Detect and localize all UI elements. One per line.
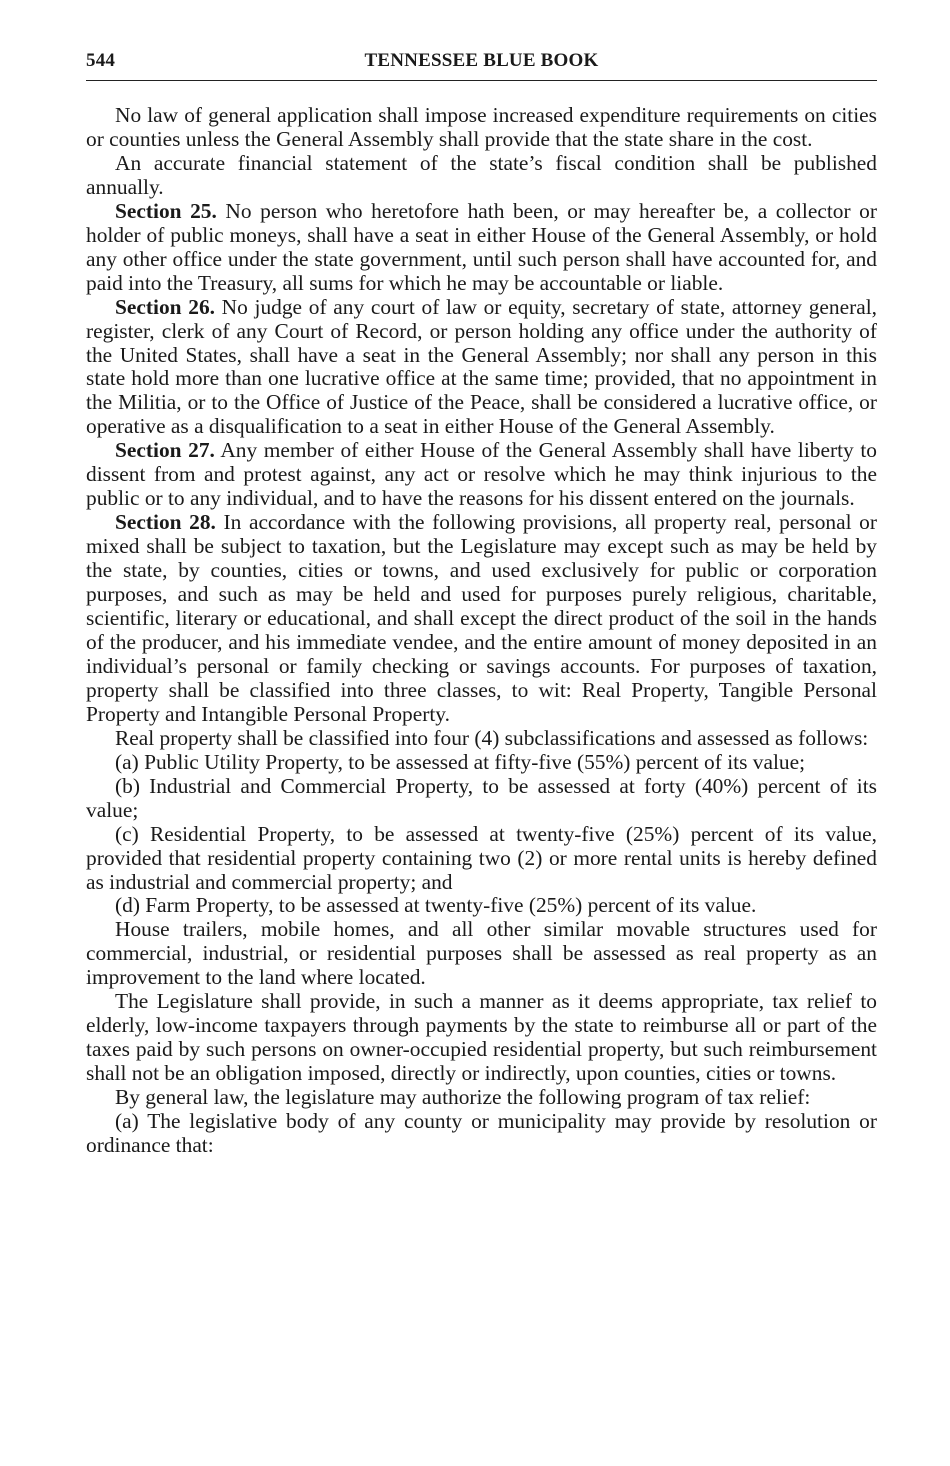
section-label: Section 25. [115, 198, 217, 223]
paragraph-text: (b) Industrial and Commercial Property, to be assessed at forty (40%) percent of its value; [86, 773, 877, 822]
paragraph-text: The Legislature shall provide, in such a manner as it deems appropriate, tax relief to elderly, low-income taxpayers through payments by the state to reimburse all or part of the taxes paid by such persons on owner-occupied residential property, but such reimbursement shall not be an obligation imposed, directly or indirectly, upon counties, cities or towns. [86, 989, 877, 1086]
paragraph-text: (d) Farm Property, to be assessed at twenty-five (25%) percent of its value. [115, 893, 757, 918]
paragraph [86, 1086, 877, 1110]
paragraph [86, 200, 877, 296]
paragraph [86, 104, 877, 152]
document-page [86, 50, 877, 1158]
section-label: Section 28. [115, 510, 216, 535]
paragraph-text: No law of general application shall impose increased expenditure requirements on cities or counties unless the General Assembly shall provide that the state share in the cost. [86, 103, 877, 151]
paragraph [86, 918, 877, 990]
paragraph [86, 439, 877, 511]
paragraph-text: An accurate financial statement of the state’s fiscal condition shall be published annually. [86, 150, 877, 199]
paragraph [86, 152, 877, 200]
paragraph [86, 296, 877, 440]
paragraph-text: No person who heretofore hath been, or may hereafter be, a collector or holder of public moneys, shall have a seat in either House of the General Assembly, or hold any other office under the state government, until such person shall have accounted for, and paid into the Treasury, all sums for which he may be accountable or liable. [86, 198, 877, 295]
section-label: Section 26. [115, 294, 215, 319]
paragraph [86, 894, 877, 918]
paragraph-text: (c) Residential Property, to be assessed at twenty-five (25%) percent of its value, provided that residential property containing two (2) or more rental units is hereby defined as industrial and commercial property; and [86, 821, 877, 894]
paragraph [86, 511, 877, 727]
paragraph [86, 775, 877, 823]
paragraph-text: House trailers, mobile homes, and all other similar movable structures used for commercial, industrial, or residential purposes shall be assessed as real property as an improvement to the land where located. [86, 917, 877, 990]
page-header [86, 50, 877, 81]
body-text [86, 104, 877, 1158]
paragraph-text: By general law, the legislature may authorize the following program of tax relief: [115, 1085, 811, 1110]
paragraph-text: No judge of any court of law or equity, secretary of state, attorney general, register, clerk of any Court of Record, or person holding any office under the authority of the United States, shall have a seat in the General Assembly; nor shall any person in this state hold more than one lucrative office at the same time; provided, that no appointment in the Militia, or to the Office of Justice of the Peace, shall be considered a lucrative office, or operative as a disqualification to a seat in either House of the General Assembly. [86, 294, 877, 439]
section-label: Section 27. [115, 438, 215, 463]
paragraph [86, 727, 877, 751]
paragraph [86, 751, 877, 775]
paragraph-text: (a) The legislative body of any county or municipality may provide by resolution or ordinance that: [86, 1109, 877, 1157]
paragraph [86, 990, 877, 1086]
paragraph-text: Real property shall be classified into four (4) subclassifications and assessed as follows: [115, 725, 869, 750]
running-title: TENNESSEE BLUE BOOK [364, 50, 599, 71]
paragraph-text: (a) Public Utility Property, to be assessed at fifty-five (55%) percent of its value; [115, 749, 806, 774]
paragraph [86, 1110, 877, 1158]
page-number: 544 [86, 50, 116, 71]
paragraph-text: Any member of either House of the General Assembly shall have liberty to dissent from and protest against, any act or resolve which he may think injurious to the public or to any individual, and to have the reasons for his dissent entered on the journals. [86, 438, 877, 511]
paragraph-text: In accordance with the following provisions, all property real, personal or mixed shall be subject to taxation, but the Legislature may except such as may be held by the state, by counties, cities or towns, and used exclusively for public or corporation purposes, and such as may be held and used for purposes purely religious, charitable, scientific, literary or educational, and shall except the direct product of the soil in the hands of the producer, and his immediate vendee, and the entire amount of money deposited in an individual’s personal or family checking or savings accounts. For purposes of taxation, property shall be classified into three classes, to wit: Real Property, Tangible Personal Property and Intangible Personal Property. [86, 510, 877, 726]
paragraph [86, 823, 877, 895]
